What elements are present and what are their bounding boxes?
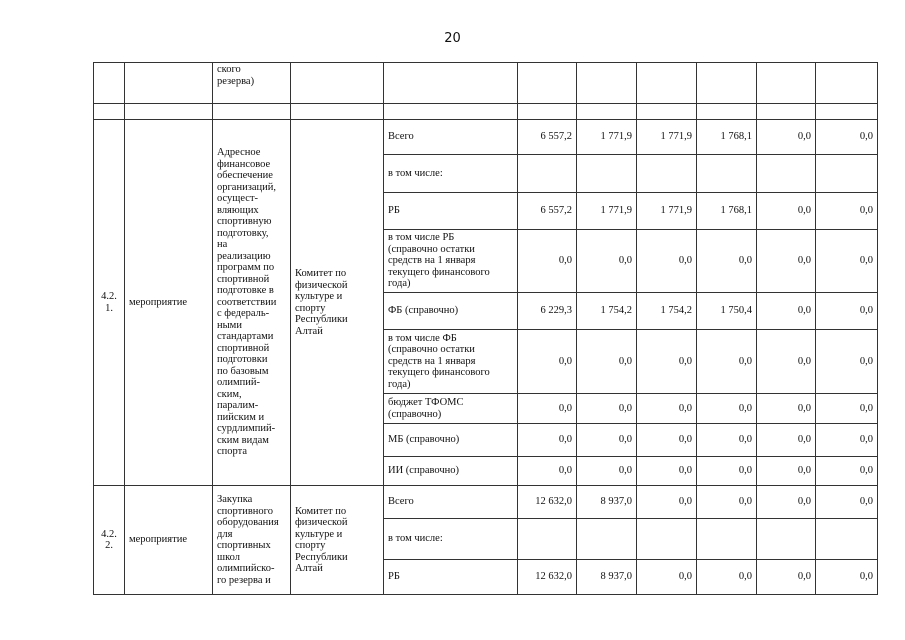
value-cell: 0,0 <box>757 486 816 519</box>
value-cell: 0,0 <box>697 560 757 595</box>
value-cell: 0,0 <box>697 457 757 486</box>
value-cell <box>518 104 577 120</box>
funding-source-cell: бюджет ТФОМС (справочно) <box>384 394 518 424</box>
value-cell: 0,0 <box>577 330 637 394</box>
value-cell: 12 632,0 <box>518 486 577 519</box>
value-cell: 0,0 <box>816 293 878 330</box>
value-cell <box>697 63 757 104</box>
value-cell: 0,0 <box>637 560 697 595</box>
executor-cell: Комитет по физической культуре и спорту Республики Алтай <box>291 486 384 595</box>
value-cell: 0,0 <box>757 560 816 595</box>
continuation-row <box>94 63 878 104</box>
value-cell: 0,0 <box>757 424 816 457</box>
value-cell: 0,0 <box>518 394 577 424</box>
value-cell <box>518 63 577 104</box>
source-cell <box>384 63 518 104</box>
value-cell: 0,0 <box>637 424 697 457</box>
funding-source-cell: МБ (справочно) <box>384 424 518 457</box>
funding-source-cell: ФБ (справочно) <box>384 293 518 330</box>
value-cell: 0,0 <box>816 330 878 394</box>
funding-source-cell: ИИ (справочно) <box>384 457 518 486</box>
value-cell: 1 771,9 <box>637 193 697 230</box>
type-cell: мероприятие <box>125 486 213 595</box>
value-cell: 0,0 <box>637 457 697 486</box>
executor-cell <box>291 104 384 120</box>
value-cell <box>697 519 757 560</box>
value-cell: 0,0 <box>757 120 816 155</box>
value-cell: 6 557,2 <box>518 193 577 230</box>
value-cell: 1 771,9 <box>637 120 697 155</box>
value-cell: 0,0 <box>816 424 878 457</box>
value-cell: 0,0 <box>697 230 757 293</box>
value-cell: 1 771,9 <box>577 120 637 155</box>
value-cell: 0,0 <box>518 457 577 486</box>
value-cell: 0,0 <box>816 457 878 486</box>
budget-table <box>93 62 878 595</box>
value-cell: 0,0 <box>697 330 757 394</box>
funding-source-cell: в том числе ФБ (справочно остатки средств на 1 января текущего финансового года) <box>384 330 518 394</box>
value-cell: 1 754,2 <box>577 293 637 330</box>
value-cell: 0,0 <box>757 193 816 230</box>
type-cell <box>125 63 213 104</box>
budget-row <box>94 120 878 155</box>
value-cell: 0,0 <box>697 486 757 519</box>
value-cell: 0,0 <box>816 394 878 424</box>
value-cell <box>577 519 637 560</box>
executor-cell <box>291 63 384 104</box>
value-cell: 0,0 <box>637 330 697 394</box>
value-cell <box>577 155 637 193</box>
value-cell: 0,0 <box>757 394 816 424</box>
value-cell: 8 937,0 <box>577 486 637 519</box>
type-cell: мероприятие <box>125 120 213 486</box>
value-cell <box>757 63 816 104</box>
value-cell <box>637 519 697 560</box>
page-number: 20 <box>444 31 461 46</box>
funding-source-cell: РБ <box>384 560 518 595</box>
value-cell: 0,0 <box>518 424 577 457</box>
value-cell: 0,0 <box>637 394 697 424</box>
funding-source-cell: РБ <box>384 193 518 230</box>
value-cell: 0,0 <box>697 394 757 424</box>
funding-source-cell: в том числе: <box>384 519 518 560</box>
value-cell: 1 754,2 <box>637 293 697 330</box>
funding-source-cell: в том числе РБ (справочно остатки средств на 1 января текущего финансового года) <box>384 230 518 293</box>
value-cell: 0,0 <box>757 293 816 330</box>
code-cell <box>94 63 125 104</box>
budget-row <box>94 486 878 519</box>
source-cell <box>384 104 518 120</box>
spacer-row <box>94 104 878 120</box>
value-cell: 1 750,4 <box>697 293 757 330</box>
value-cell: 0,0 <box>816 560 878 595</box>
value-cell <box>577 104 637 120</box>
value-cell <box>757 519 816 560</box>
value-cell <box>757 155 816 193</box>
code-cell: 4.2. 2. <box>94 486 125 595</box>
value-cell: 0,0 <box>757 230 816 293</box>
name-cell: Закупка спортивного оборудования для спортивных школ олимпийско- го резерва и <box>213 486 291 595</box>
value-cell: 0,0 <box>816 193 878 230</box>
value-cell: 0,0 <box>697 424 757 457</box>
value-cell: 0,0 <box>518 230 577 293</box>
value-cell: 0,0 <box>577 230 637 293</box>
value-cell <box>518 519 577 560</box>
value-cell <box>518 155 577 193</box>
type-cell <box>125 104 213 120</box>
value-cell <box>637 104 697 120</box>
value-cell: 6 557,2 <box>518 120 577 155</box>
value-cell: 0,0 <box>816 486 878 519</box>
value-cell: 0,0 <box>637 486 697 519</box>
value-cell <box>816 104 878 120</box>
code-cell <box>94 104 125 120</box>
value-cell: 0,0 <box>757 330 816 394</box>
value-cell: 0,0 <box>637 230 697 293</box>
value-cell <box>577 63 637 104</box>
value-cell: 0,0 <box>577 424 637 457</box>
value-cell <box>637 63 697 104</box>
value-cell <box>816 519 878 560</box>
value-cell: 1 768,1 <box>697 120 757 155</box>
funding-source-cell: Всего <box>384 486 518 519</box>
value-cell: 0,0 <box>577 394 637 424</box>
value-cell <box>697 104 757 120</box>
value-cell: 0,0 <box>816 230 878 293</box>
value-cell: 12 632,0 <box>518 560 577 595</box>
value-cell: 0,0 <box>816 120 878 155</box>
value-cell: 0,0 <box>518 330 577 394</box>
value-cell <box>816 63 878 104</box>
executor-cell: Комитет по физической культуре и спорту Республики Алтай <box>291 120 384 486</box>
name-cell: Адресное финансовое обеспечение организаций, осущест- вляющих спортивную подготовку, на реализацию программ по спортивной подготовке в соответствии с федераль- ными стандартами спортивной подготовки по базовым олимпий- ским, паралим- пийским и сурдлимпий- ским видам спорта <box>213 120 291 486</box>
value-cell <box>697 155 757 193</box>
value-cell: 0,0 <box>757 457 816 486</box>
code-cell: 4.2. 1. <box>94 120 125 486</box>
value-cell <box>637 155 697 193</box>
value-cell: 1 771,9 <box>577 193 637 230</box>
name-cell: ского резерва) <box>213 63 291 104</box>
value-cell: 8 937,0 <box>577 560 637 595</box>
funding-source-cell: в том числе: <box>384 155 518 193</box>
value-cell: 6 229,3 <box>518 293 577 330</box>
name-cell <box>213 104 291 120</box>
value-cell <box>757 104 816 120</box>
value-cell: 1 768,1 <box>697 193 757 230</box>
funding-source-cell: Всего <box>384 120 518 155</box>
value-cell <box>816 155 878 193</box>
value-cell: 0,0 <box>577 457 637 486</box>
